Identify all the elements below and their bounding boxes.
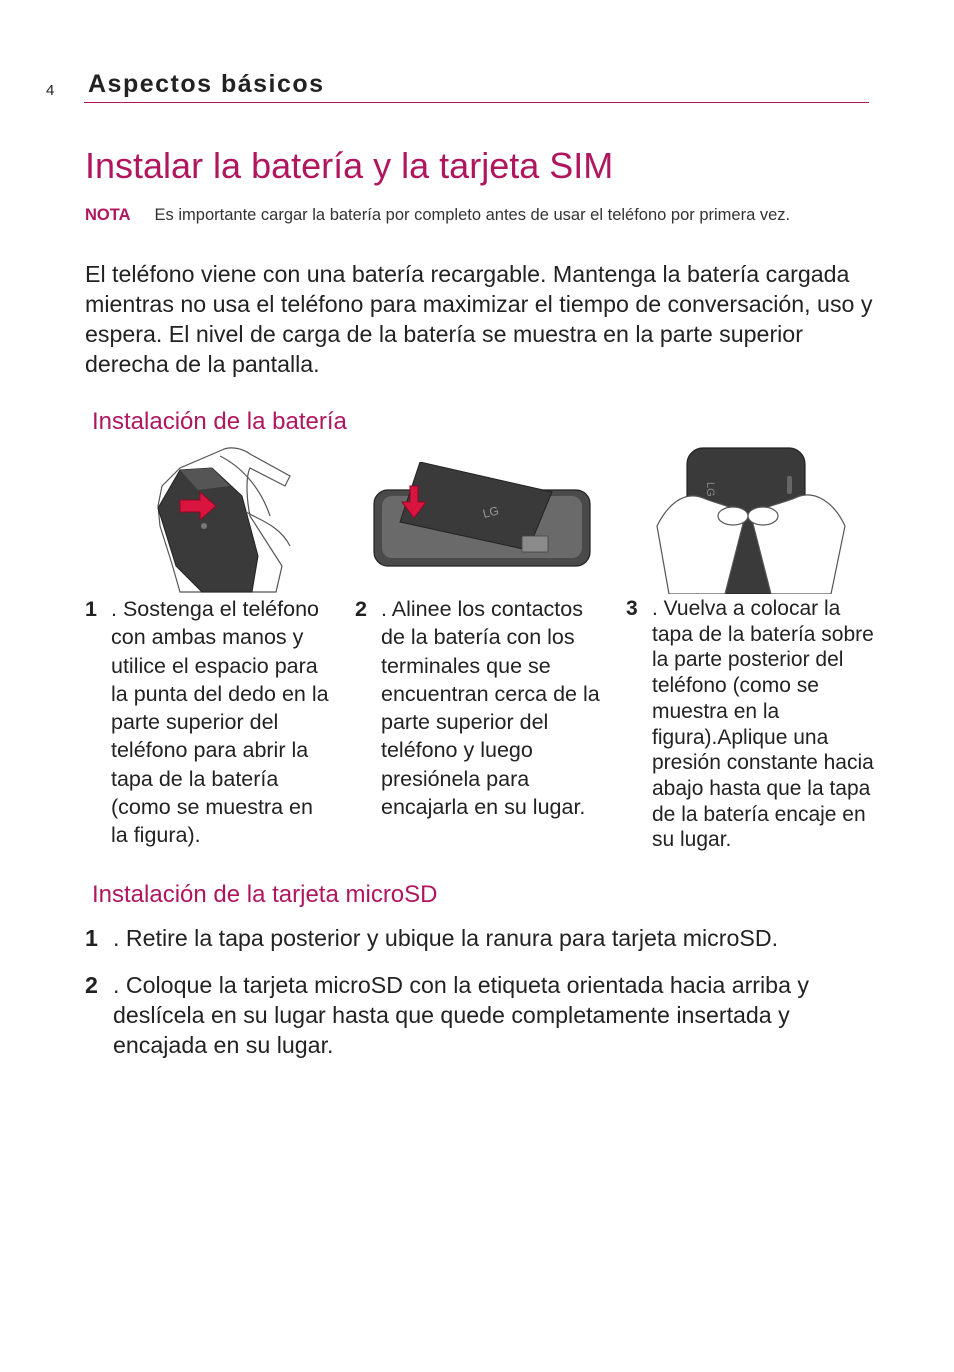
figure-replace-cover bbox=[655, 446, 847, 594]
step-number: 1 bbox=[85, 925, 98, 951]
step-text: . Alinee los contactos de la batería con los terminales que se encuentran cerca de la parte superior del teléfono y luego presiónela para encajarla en su lugar. bbox=[381, 597, 600, 820]
note-label: NOTA bbox=[85, 206, 131, 224]
figure-insert-battery bbox=[372, 462, 592, 572]
svg-text:LG: LG bbox=[481, 503, 501, 521]
battery-heading: Instalación de la batería bbox=[92, 408, 347, 435]
section-header: Aspectos básicos bbox=[88, 70, 325, 98]
figure-open-cover bbox=[150, 446, 300, 594]
step-number: 2 bbox=[85, 972, 98, 998]
page-number: 4 bbox=[46, 82, 55, 99]
step-text: . Coloque la tarjeta microSD con la etiqueta orientada hacia arriba y deslícela en su lugar hasta que quede completamente insertada y encajada en su lugar. bbox=[113, 972, 810, 1058]
battery-step-1 bbox=[85, 595, 335, 850]
microsd-step-2 bbox=[85, 970, 875, 1060]
note-text: Es importante cargar la batería por completo antes de usar el teléfono por primera vez. bbox=[154, 206, 791, 224]
step-number: 2 bbox=[355, 597, 367, 621]
svg-text:LG: LG bbox=[704, 482, 716, 497]
header-divider bbox=[84, 102, 869, 103]
note bbox=[85, 202, 845, 229]
battery-step-2 bbox=[355, 595, 605, 821]
microsd-heading: Instalación de la tarjeta microSD bbox=[92, 881, 438, 908]
step-number: 1 bbox=[85, 597, 97, 621]
page-title: Instalar la batería y la tarjeta SIM bbox=[85, 145, 614, 186]
battery-step-3 bbox=[626, 596, 878, 853]
microsd-step-1 bbox=[85, 923, 875, 953]
intro-paragraph: El teléfono viene con una batería recargable. Mantenga la batería cargada mientras no usa el teléfono para maximizar el tiempo de conversación, uso y espera. El nivel de carga de la batería se muestra en la parte superior derecha de la pantalla. bbox=[85, 261, 873, 377]
step-text: . Sostenga el teléfono con ambas manos y utilice el espacio para la punta del dedo en la parte superior del teléfono para abrir la tapa de la batería (como se muestra en la figura). bbox=[111, 597, 329, 848]
step-text: . Retire la tapa posterior y ubique la ranura para tarjeta microSD. bbox=[113, 925, 779, 951]
step-text: . Vuelva a colocar la tapa de la batería sobre la parte posterior del teléfono (como se muestra en la figura).Aplique una presión constante hacia abajo hasta que la tapa de la batería encaje en su lugar. bbox=[652, 597, 874, 852]
step-number: 3 bbox=[626, 597, 638, 620]
